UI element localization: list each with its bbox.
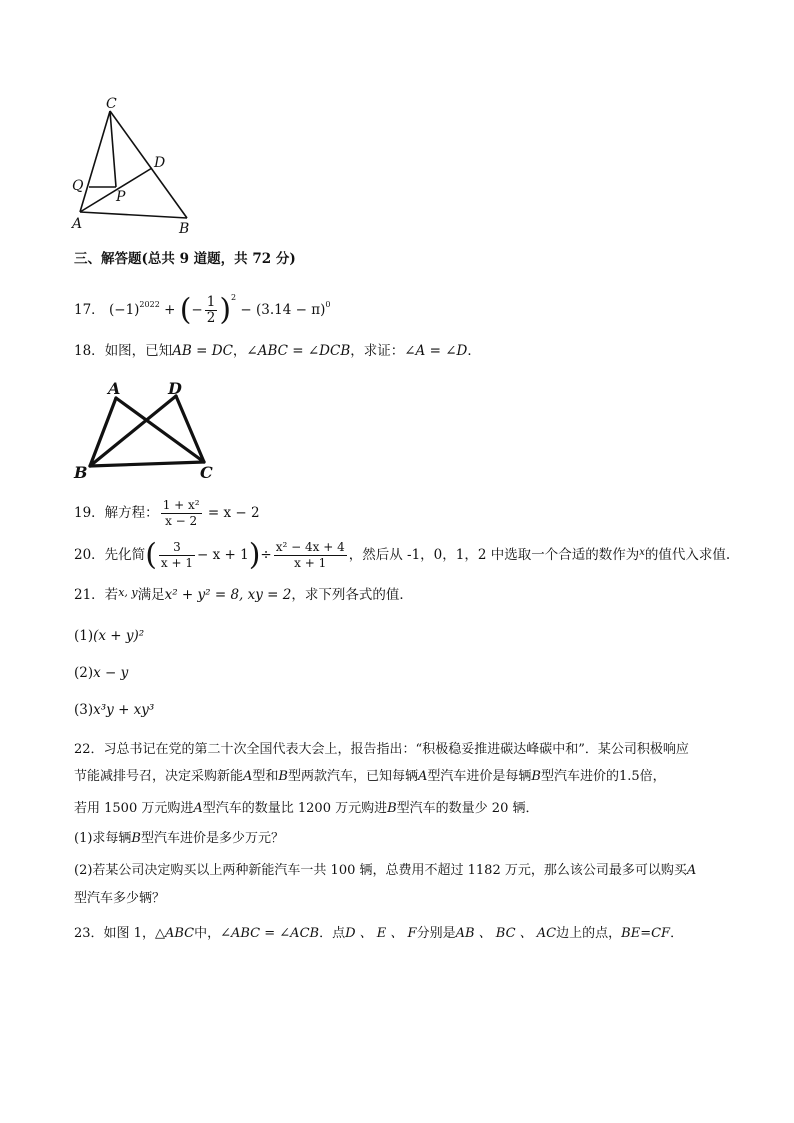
q18-end: ．: [467, 343, 481, 359]
q22-l2b: 型和: [252, 769, 279, 784]
q22-l2e: 型汽车进价的: [540, 769, 619, 784]
q22-l3c: 型汽车的数量少 20 辆．: [396, 801, 539, 816]
q19-fraction: $\frac{\text{1 + x²}}{x - 2}$: [162, 498, 200, 528]
q21-text2: ，求下列各式的值．: [291, 587, 413, 603]
q22-B1: B: [278, 769, 288, 784]
q22-line2: [74, 767, 666, 787]
q21-part1-label: (1): [74, 628, 94, 644]
q22-B2: B: [531, 769, 541, 784]
q23-t1: 中，: [194, 926, 221, 941]
q20-var: x: [639, 547, 645, 558]
q18-sep: ，: [232, 343, 247, 359]
q20-mid: − x + 1: [197, 547, 249, 563]
q22-A3: A: [193, 801, 203, 816]
question-19: [74, 496, 260, 530]
q20-fraction1: $\frac{3}{x + 1}$: [160, 540, 193, 570]
label-B: B: [179, 221, 190, 236]
q23-condition: ∠ABC = ∠ACB: [220, 926, 320, 941]
q22-p1a: (1)求每辆: [74, 831, 132, 846]
q22-p2b: 型汽车多少辆？: [74, 891, 166, 906]
q20-tail2: 的值代入求值.: [644, 547, 731, 563]
section-heading: 三、解答题(总共 9 道题，共 72 分): [74, 251, 296, 267]
q21-part1-expr: (x + y)²: [93, 628, 145, 644]
label-C: C: [200, 463, 213, 480]
q21-part3-expr: x³y + xy³: [93, 702, 155, 718]
geometry-figure-2: [70, 378, 220, 480]
label-C: C: [106, 96, 117, 112]
q23-number: 23．如图 1，: [74, 926, 155, 941]
q19-rhs: = x − 2: [207, 505, 260, 521]
q23-triangle: △ABC: [154, 926, 195, 941]
q22-l3b: 型汽车的数量比 1200 万元购进: [202, 801, 388, 816]
q20-number: 20．先化简: [74, 547, 146, 563]
question-18: [74, 341, 481, 361]
q21-condition: x² + y² = 8, xy = 2: [164, 587, 292, 603]
q20-tail1: ，然后从 -1，0，1，2 中选取一个合适的数作为: [348, 547, 640, 563]
q22-B3: B: [387, 801, 397, 816]
q23-equation: BE=CF: [621, 926, 671, 941]
q21-number: 21．若: [74, 587, 119, 603]
segment-CP: [110, 111, 116, 187]
q23-points: D 、 E 、 F: [345, 926, 417, 941]
q22-l2f: 倍，: [639, 769, 666, 784]
q23-sides: AB 、 BC 、 AC: [455, 926, 557, 941]
segment-AB: [80, 212, 187, 218]
q22-l2d: 型汽车进价是每辆: [427, 769, 532, 784]
q22-l2a: 节能减排号召，决定采购新能: [74, 769, 244, 784]
q22-part2: [74, 861, 696, 881]
q23-end: ．: [670, 926, 684, 941]
q21-part2: [74, 663, 128, 683]
question-23: [74, 924, 683, 944]
q22-A4: A: [686, 863, 697, 878]
q17-minus: −: [191, 302, 203, 318]
geometry-figure-1: [66, 94, 200, 236]
q22-l3a: 若用 1500 万元购进: [74, 801, 194, 816]
q20-fraction2: $\frac{\text{x² − 4x + 4}}{x + 1}$: [275, 540, 345, 570]
q21-part2-label: (2): [74, 665, 94, 681]
q18-conclusion: ∠A = ∠D: [404, 343, 468, 359]
q17-minus2: −: [240, 302, 252, 318]
q17-plus: +: [164, 302, 176, 318]
q22-l2c: 型两款汽车，已知每辆: [287, 769, 418, 784]
q18-number: 18．: [74, 343, 105, 359]
q21-text1: 满足: [137, 587, 165, 603]
label-A: A: [72, 216, 83, 232]
q19-number: 19．解方程：: [74, 505, 159, 521]
q18-cond1: AB = DC: [172, 343, 233, 359]
label-D: D: [154, 155, 166, 171]
q22-line1: 22．习总书记在党的第二十次全国代表大会上，报告指出：“积极稳妥推进碳达峰碳中和”．某公司积极响应: [74, 742, 689, 757]
q22-p2a: (2)若某公司决定购买以上两种新能汽车一共 100 辆，总费用不超过 1182 万元，那么该公司最多可以购买: [74, 863, 687, 878]
q18-text2: ，求证：: [350, 343, 405, 359]
label-D: D: [168, 379, 182, 398]
q21-part3-label: (3): [74, 702, 94, 718]
q22-part1: [74, 829, 284, 849]
q23-t2: ．点: [319, 926, 346, 941]
q17-exp1: 2022: [139, 300, 160, 309]
q21-vars: x, y: [118, 586, 138, 599]
label-B: B: [74, 463, 88, 480]
question-20: 20．先化简( $\frac{3}{x + 1}$ − x + 1)÷ $\frac{\text{x² − 4x + 4}}{x + 1}$ ，然后从 -1，0，1，2 中选取一个合适的数作为$^x$的值代入求值.: [74, 537, 731, 573]
question-21: [74, 585, 413, 606]
q23-t3: 分别是: [416, 926, 456, 941]
segment-BC: [90, 462, 204, 466]
q20-div: ÷: [260, 547, 272, 563]
q17-number: 17．: [74, 302, 105, 318]
q18-cond2: ∠ABC = ∠DCB: [246, 343, 351, 359]
question-17: 17． $(-1)^{2022}$ + (− $\frac{1}{2}$ )$^2 - (3.14 - \pi)^0$: [74, 292, 331, 328]
q23-t4: 边上的点，: [556, 926, 622, 941]
q22-p1b: 型汽车进价是多少万元？: [140, 831, 284, 846]
q17-term3: (3.14 − π): [256, 302, 326, 318]
q22-part2-cont: [74, 889, 165, 909]
q18-text1: 如图，已知: [104, 343, 173, 359]
q21-part2-expr: x − y: [93, 665, 129, 681]
q22-A2: A: [418, 769, 428, 784]
q22-line3: [74, 799, 538, 819]
label-Q: Q: [72, 178, 84, 194]
q22-ratio: 1.5: [618, 769, 640, 784]
label-P: P: [116, 189, 126, 205]
q17-exp2: 2: [231, 293, 237, 302]
label-A: A: [108, 379, 121, 398]
q21-part1: [74, 626, 144, 646]
q22-B4: B: [131, 831, 141, 846]
q17-fraction: $\frac{1}{2}$: [206, 294, 216, 326]
q22-A1: A: [243, 769, 253, 784]
q17-exp3: 0: [325, 300, 331, 309]
q21-part3: [74, 700, 154, 720]
q17-term1: (−1): [108, 302, 140, 318]
